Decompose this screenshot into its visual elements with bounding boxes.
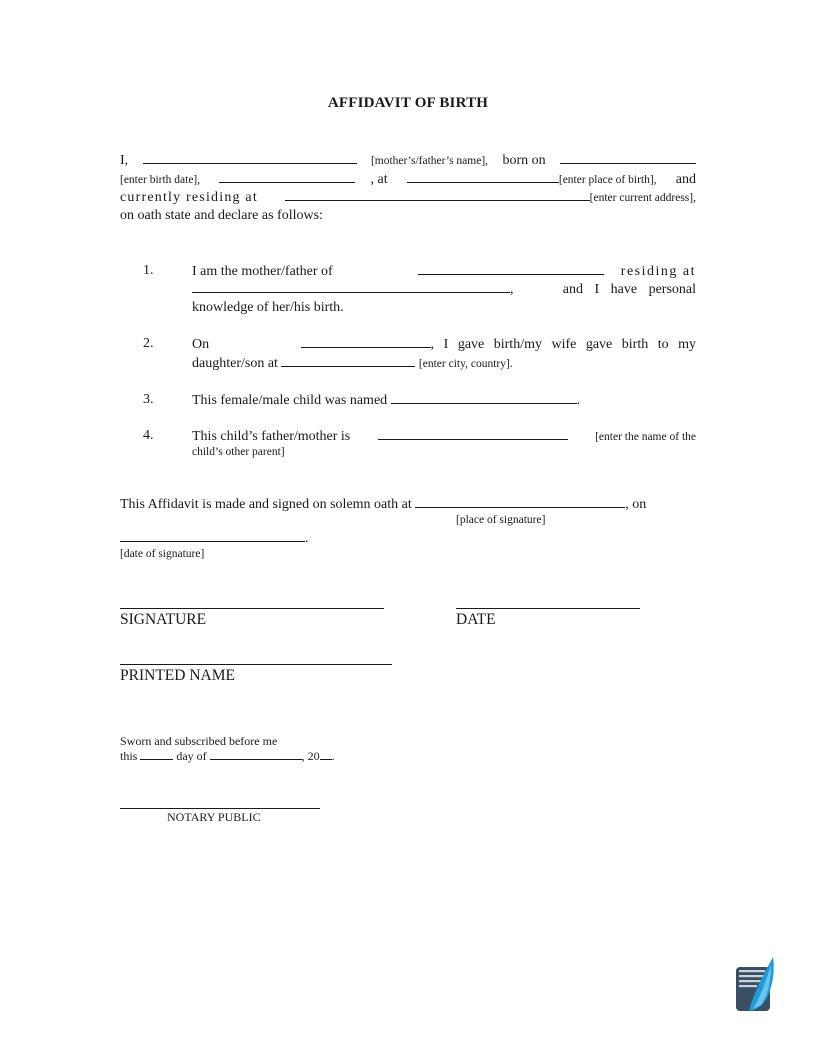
item-2-daughter-son-text: daughter/son at bbox=[192, 356, 278, 371]
item-1-number: 1. bbox=[143, 263, 154, 278]
place-of-signature-hint: [place of signature] bbox=[456, 514, 546, 526]
item-1-line-1 bbox=[192, 263, 696, 280]
birth-city-blank[interactable] bbox=[281, 355, 415, 367]
item-2-line-1 bbox=[192, 336, 696, 353]
notary-year-blank[interactable] bbox=[320, 749, 332, 760]
closing-line-1 bbox=[120, 496, 646, 513]
signing-place-blank[interactable] bbox=[415, 496, 625, 508]
item-2-line-2 bbox=[192, 355, 513, 372]
current-address-blank[interactable] bbox=[285, 189, 590, 201]
printed-name-line[interactable] bbox=[120, 664, 392, 665]
intro-line-4: on oath state and declare as follows: bbox=[120, 208, 323, 223]
birth-city-hint: [enter city, country]. bbox=[418, 358, 513, 370]
birth-time-blank[interactable] bbox=[219, 171, 355, 183]
parent-name-hint: [mother’s/father’s name], bbox=[370, 155, 489, 167]
date-of-signature-hint: [date of signature] bbox=[120, 548, 205, 560]
notary-year-prefix: , 20 bbox=[301, 749, 320, 763]
notary-day-line bbox=[120, 749, 335, 764]
current-address-hint: [enter current address], bbox=[589, 192, 696, 204]
signing-date-blank[interactable] bbox=[120, 530, 305, 542]
birth-place-blank[interactable] bbox=[407, 171, 559, 183]
signature-label: SIGNATURE bbox=[120, 611, 207, 628]
item-1-comma: , bbox=[510, 282, 514, 297]
notary-day-blank[interactable] bbox=[140, 749, 173, 760]
item-1-line-2 bbox=[192, 281, 696, 298]
notary-period: . bbox=[331, 749, 335, 763]
intro-line-2 bbox=[120, 171, 696, 188]
and-text: and bbox=[675, 172, 696, 187]
notary-public-label: NOTARY PUBLIC bbox=[167, 810, 261, 824]
item-2-on-text: On bbox=[192, 337, 210, 352]
item-3-number: 3. bbox=[143, 392, 154, 407]
birth-date-blank[interactable] bbox=[560, 152, 696, 164]
intro-line-3 bbox=[120, 189, 696, 206]
at-text: , at bbox=[370, 172, 388, 187]
item-3-period: . bbox=[576, 393, 581, 408]
notary-signature-line[interactable] bbox=[120, 808, 320, 809]
child-residence-blank[interactable] bbox=[192, 281, 510, 293]
notary-month-blank[interactable] bbox=[210, 749, 302, 760]
birth-place-hint: [enter place of birth], bbox=[558, 174, 657, 186]
item-2-gave-birth-text: , I gave birth/my wife gave birth to my bbox=[430, 337, 696, 352]
printed-name-label: PRINTED NAME bbox=[120, 667, 235, 684]
child-name-blank-1[interactable] bbox=[418, 263, 604, 275]
other-parent-hint-a: [enter the name of the bbox=[595, 431, 696, 443]
document-title: AFFIDAVIT OF BIRTH bbox=[327, 95, 489, 111]
intro-pronoun: I, bbox=[120, 153, 129, 168]
closing-line-2 bbox=[120, 530, 309, 547]
item-1-personal-text: and I have personal bbox=[562, 282, 696, 297]
document-feather-logo-icon bbox=[735, 955, 775, 1013]
intro-line-1 bbox=[120, 152, 696, 169]
item-2-number: 2. bbox=[143, 336, 154, 351]
other-parent-hint-b: child’s other parent] bbox=[192, 446, 285, 458]
item-4-number: 4. bbox=[143, 428, 154, 443]
birth-date-blank-2[interactable] bbox=[301, 336, 431, 348]
item-1-text-a: I am the mother/father of bbox=[192, 264, 333, 279]
other-parent-blank[interactable] bbox=[378, 428, 568, 440]
closing-on-text: , on bbox=[625, 497, 647, 512]
residing-text: currently residing at bbox=[120, 190, 258, 205]
closing-period: . bbox=[305, 531, 309, 546]
item-3-line-1 bbox=[192, 392, 580, 409]
item-3-named-text: This female/male child was named bbox=[192, 393, 388, 408]
born-on-text: born on bbox=[502, 153, 546, 168]
child-name-blank-2[interactable] bbox=[391, 392, 577, 404]
closing-oath-text: This Affidavit is made and signed on solemn oath at bbox=[120, 497, 412, 512]
item-1-residing-at: residing at bbox=[620, 264, 696, 279]
parent-name-blank[interactable] bbox=[143, 152, 357, 164]
birth-date-hint: [enter birth date], bbox=[120, 174, 201, 186]
notary-sworn-text: Sworn and subscribed before me bbox=[120, 734, 278, 748]
notary-this-text: this bbox=[120, 749, 138, 763]
item-1-line-3: knowledge of her/his birth. bbox=[192, 300, 344, 315]
signature-line[interactable] bbox=[120, 608, 384, 609]
item-4-line-1 bbox=[192, 428, 696, 445]
date-line[interactable] bbox=[456, 608, 640, 609]
item-4-parent-text: This child’s father/mother is bbox=[192, 429, 351, 444]
date-label: DATE bbox=[456, 611, 496, 628]
notary-day-of-text: day of bbox=[176, 749, 207, 763]
